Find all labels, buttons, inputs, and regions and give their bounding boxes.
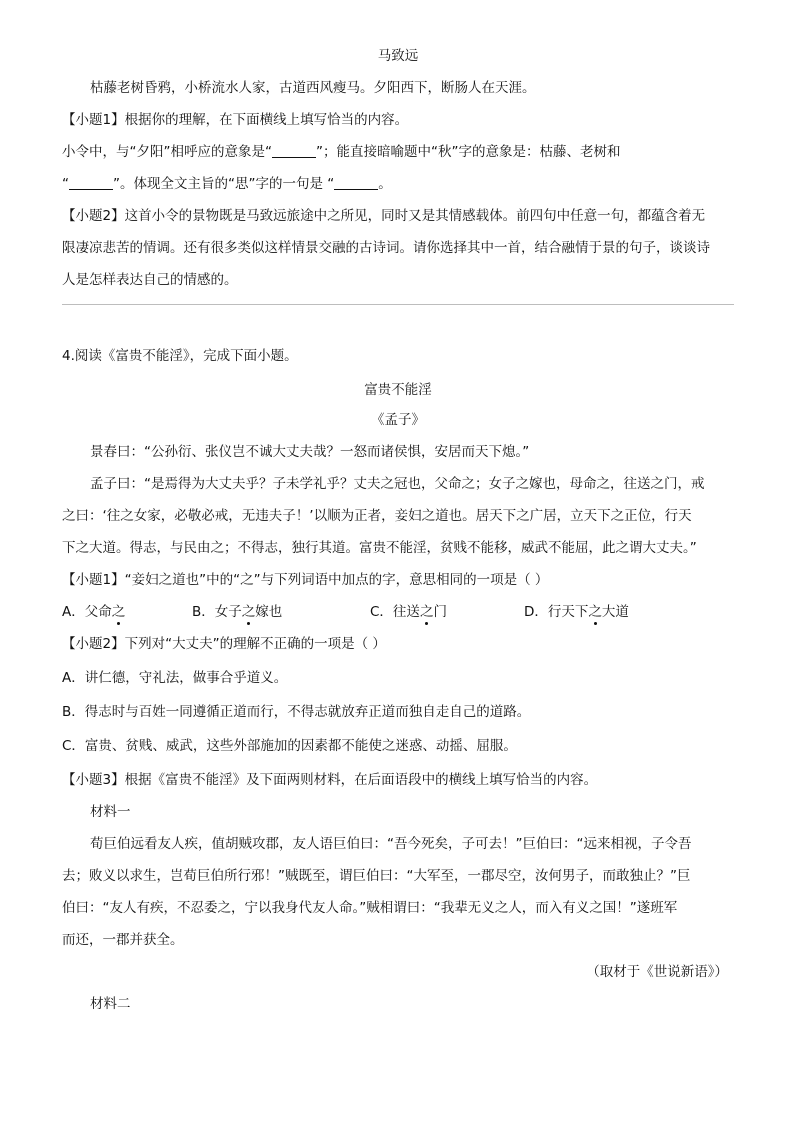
article-paragraph-2-line-1: 孟子曰：“是焉得为大丈夫乎？子未学礼乎？丈夫之冠也，父命之；女子之嫁也，母命之，往送之门，戒	[90, 476, 705, 492]
poem-text: 枯藤老树昏鸦，小桥流水人家，古道西风瘦马。夕阳西下，断肠人在天涯。	[90, 80, 536, 96]
q1-text-d: ”。体现全文主旨的“思”字的一句是 “	[113, 176, 335, 192]
poem-question-2-line-1: 【小题2】这首小令的景物既是马致远旅途中之所见，同时又是其情感载体。前四句中任意一句，都蕴含着无	[62, 208, 706, 224]
question-2-option-c[interactable]: C．富贵、贫贱、威武，这些外部施加的因素都不能使之迷惑、动摇、屈服。	[62, 738, 517, 754]
q1-text-e: 。	[378, 176, 392, 192]
material-1-line-3: 伯曰：“友人有疾，不忍委之，宁以我身代友人命。”贼相谓曰：“我辈无义之人，而入有义之国！”遂班军	[62, 900, 678, 916]
article-paragraph-1: 景春曰：“公孙衍、张仪岂不诚大丈夫哉？一怒而诸侯惧，安居而天下熄。”	[90, 444, 530, 460]
section-4-heading: 4.阅读《富贵不能淫》，完成下面小题。	[62, 348, 298, 364]
q1-text-c: “	[62, 176, 69, 192]
section-4-question-3: 【小题3】根据《富贵不能淫》及下面两则材料，在后面语段中的横线上填写恰当的内容。	[62, 772, 598, 788]
poem-question-1: 【小题1】根据你的理解，在下面横线上填写恰当的内容。	[62, 112, 409, 128]
section-4-question-2: 【小题2】下列对“大丈夫”的理解不正确的一项是（ ）	[62, 636, 386, 652]
material-1-line-2: 去；败义以求生，岂荀巨伯所行邪！”贼既至，谓巨伯曰：“大军至，一郡尽空，汝何男子，而敢独止？”巨	[62, 868, 691, 884]
poem-question-2-line-3: 人是怎样表达自己的情感的。	[62, 272, 238, 288]
option-b[interactable]: B．女子之嫁也	[192, 604, 283, 620]
article-title: 富贵不能淫	[364, 382, 432, 398]
article-author: 《孟子》	[371, 412, 425, 428]
option-c[interactable]: C．往送之门	[370, 604, 447, 620]
q1-text-a: 小令中，与“夕阳”相呼应的意象是“	[62, 144, 272, 160]
material-1-label: 材料一	[90, 804, 131, 820]
section-4-question-1: 【小题1】“妾妇之道也”中的“之”与下列词语中加点的字，意思相同的一项是（ ）	[62, 572, 549, 588]
material-1-line-1: 荀巨伯远看友人疾，值胡贼攻郡，友人语巨伯曰：“吾今死矣，子可去！”巨伯曰：“远来相视，子令吾	[90, 836, 692, 852]
question-1-options	[62, 602, 734, 624]
section-divider	[62, 304, 734, 305]
material-1-line-4: 而还，一郡并获全。	[62, 932, 184, 948]
poem-title: 马致远	[377, 48, 419, 64]
material-1-source: （取材于《世说新语》）	[586, 964, 728, 980]
article-paragraph-2-line-3: 下之大道。得志，与民由之；不得志，独行其道。富贵不能淫，贫贱不能移，威武不能屈，此之谓大丈夫。”	[62, 540, 697, 556]
answer-blank-3[interactable]	[334, 175, 378, 190]
q1-text-b: ”；能直接暗喻题中“秋”字的意象是：枯藤、老树和	[315, 144, 621, 160]
material-2-label: 材料二	[90, 996, 131, 1012]
poem-question-1-line-1	[62, 142, 734, 162]
poem-question-2-line-2: 限凄凉悲苦的情调。还有很多类似这样情景交融的古诗词。请你选择其中一首，结合融情于景的句子，谈谈诗	[62, 240, 710, 256]
article-paragraph-2-line-2: 之曰：‘往之女家，必敬必戒，无违夫子！’以顺为正者，妾妇之道也。居天下之广居，立天下之正位，行天	[62, 508, 692, 524]
option-a[interactable]: A．父命之	[62, 604, 126, 620]
option-d[interactable]: D．行天下之大道	[524, 604, 629, 620]
poem-question-1-line-2	[62, 174, 734, 194]
answer-blank-1[interactable]	[272, 143, 316, 158]
question-2-option-b[interactable]: B．得志时与百姓一同遵循正道而行，不得志就放弃正道而独自走自己的道路。	[62, 704, 531, 720]
answer-blank-2[interactable]	[69, 175, 113, 190]
question-2-option-a[interactable]: A．讲仁德，守礼法，做事合乎道义。	[62, 670, 288, 686]
